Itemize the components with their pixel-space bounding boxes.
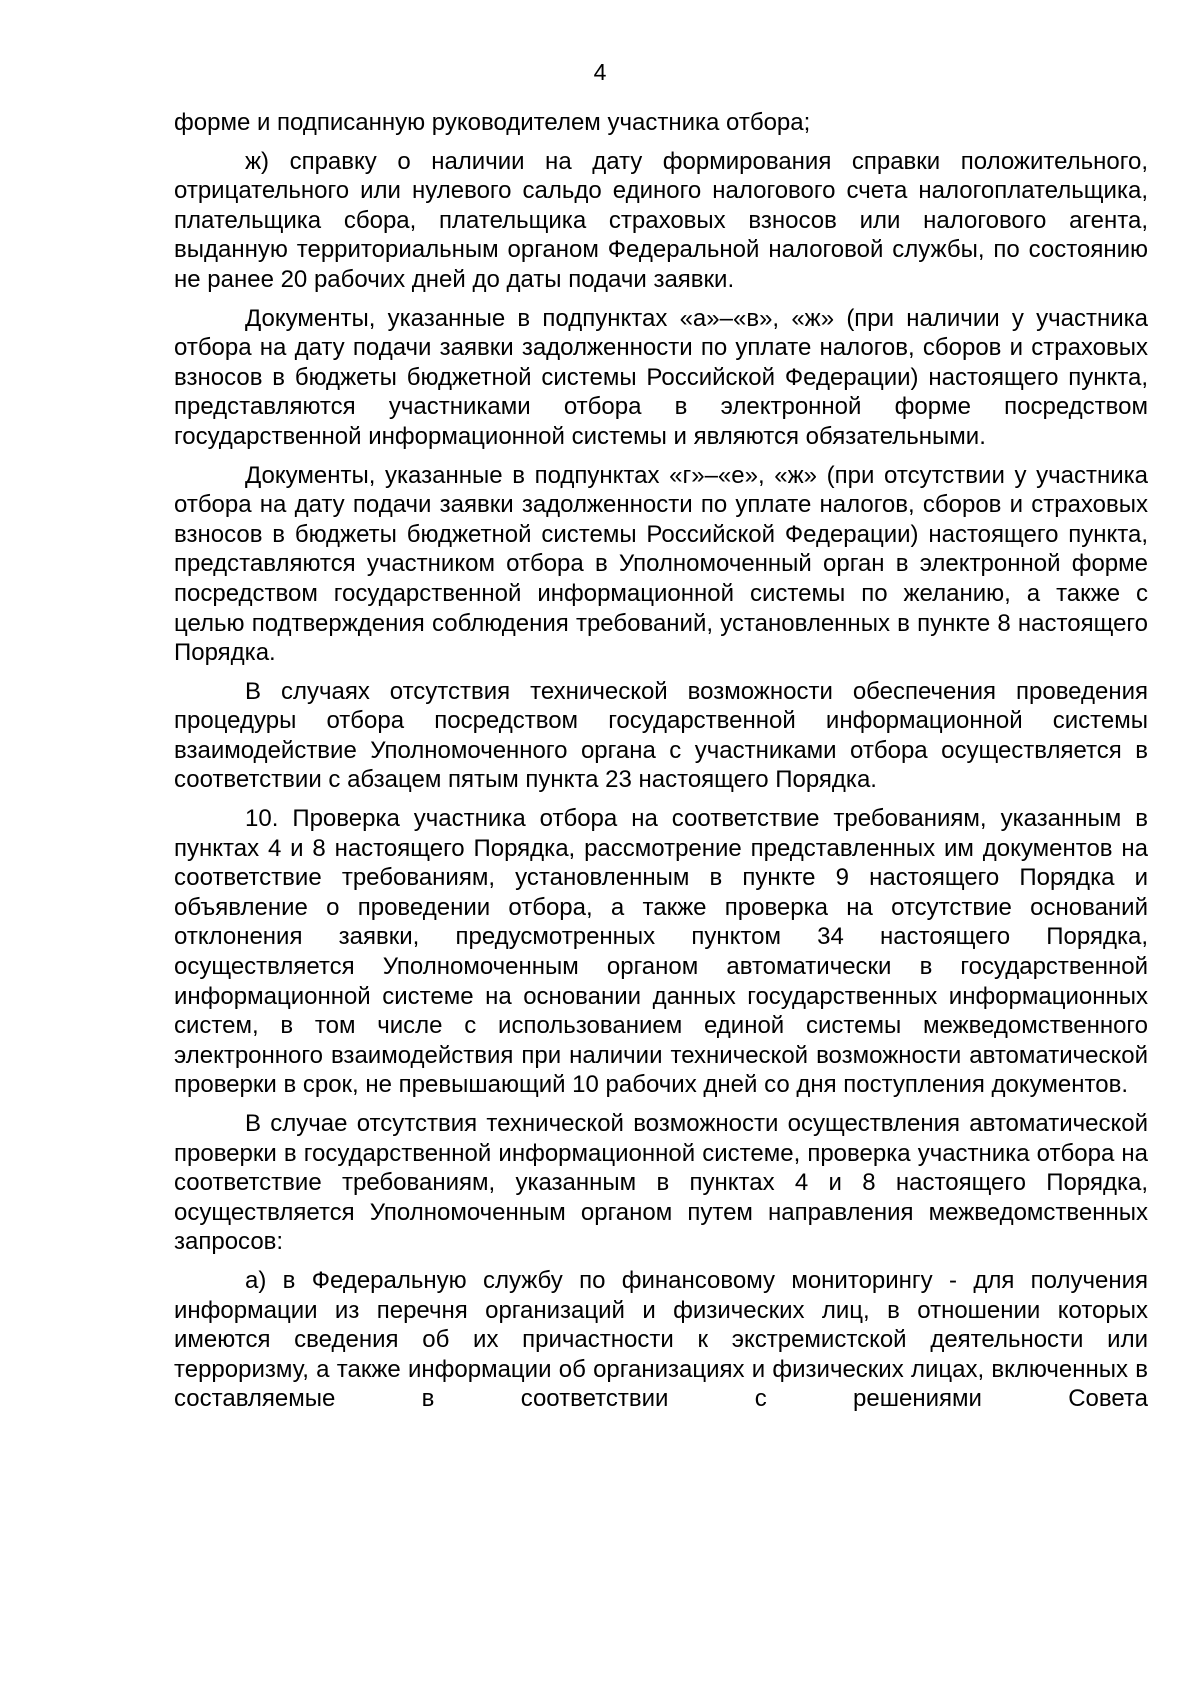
paragraph-subitem-a: а) в Федеральную службу по финансовому мониторингу - для получения информации из перечня организаций и физических лиц, в отношении которых имеются сведения об их причастности к экстремистской деятельности или терроризму, а также информации об организациях и физических лицах, включенных в составляемые в соответствии с решениями Совета [174,1266,1148,1413]
paragraph-item-10: 10. Проверка участника отбора на соответствие требованиям, указанным в пунктах 4 и 8 настоящего Порядка, рассмотрение представленных им документов на соответствие требованиям, установленным в пункте 9 настоящего Порядка и объявление о проведении отбора, а также проверка на отсутствие оснований отклонения заявки, предусмотренных пунктом 34 настоящего Порядка, осуществляется Уполномоченным органом автоматически в государственной информационной системе на основании данных государственных информационных систем, в том числе с использованием единой системы межведомственного электронного взаимодействия при наличии технической возможности автоматической проверки в срок, не превышающий 10 рабочих дней со дня поступления документов. [174,805,1148,1099]
paragraph-interdepartmental-requests: В случае отсутствия технической возможности осуществления автоматической проверки в государственной информационной системе, проверка участника отбора на соответствие требованиям, указанным в пунктах 4 и 8 настоящего Порядка, осуществляется Уполномоченным органом путем направления межведомственных запросов: [174,1110,1148,1256]
paragraph-optional-documents: Документы, указанные в подпунктах «г»–«е», «ж» (при отсутствии у участника отбора на дату подачи заявки задолженности по уплате налогов, сборов и страховых взносов в бюджеты бюджетной системы Российской Федерации) настоящего пункта, представляются участником отбора в Уполномоченный орган в электронной форме посредством государственной информационной системы по желанию, а также с целью подтверждения соблюдения требований, установленных в пункте 8 настоящего Порядка. [174,461,1148,667]
paragraph-subitem-zh: ж) справку о наличии на дату формирования справки положительного, отрицательного или нулевого сальдо единого налогового счета налогоплательщика, плательщика сбора, плательщика страховых взносов или налогового агента, выданную территориальным органом Федеральной налоговой службы, по состоянию не ранее 20 рабочих дней до даты подачи заявки. [174,147,1148,293]
paragraph-mandatory-documents: Документы, указанные в подпунктах «а»–«в», «ж» (при наличии у участника отбора на дату подачи заявки задолженности по уплате налогов, сборов и страховых взносов в бюджеты бюджетной системы Российской Федерации) настоящего пункта, представляются участниками отбора в электронной форме посредством государственной информационной системы и являются обязательными. [174,304,1148,450]
paragraph-no-technical-possibility: В случаях отсутствия технической возможности обеспечения проведения процедуры отбора посредством государственной информационной системы взаимодействие Уполномоченного органа с участниками отбора осуществляется в соответствии с абзацем пятым пункта 23 настоящего Порядка. [174,677,1148,794]
document-body [174,108,1148,1423]
page-number: 4 [593,59,607,85]
paragraph-continuation: форме и подписанную руководителем участника отбора; [174,109,811,136]
